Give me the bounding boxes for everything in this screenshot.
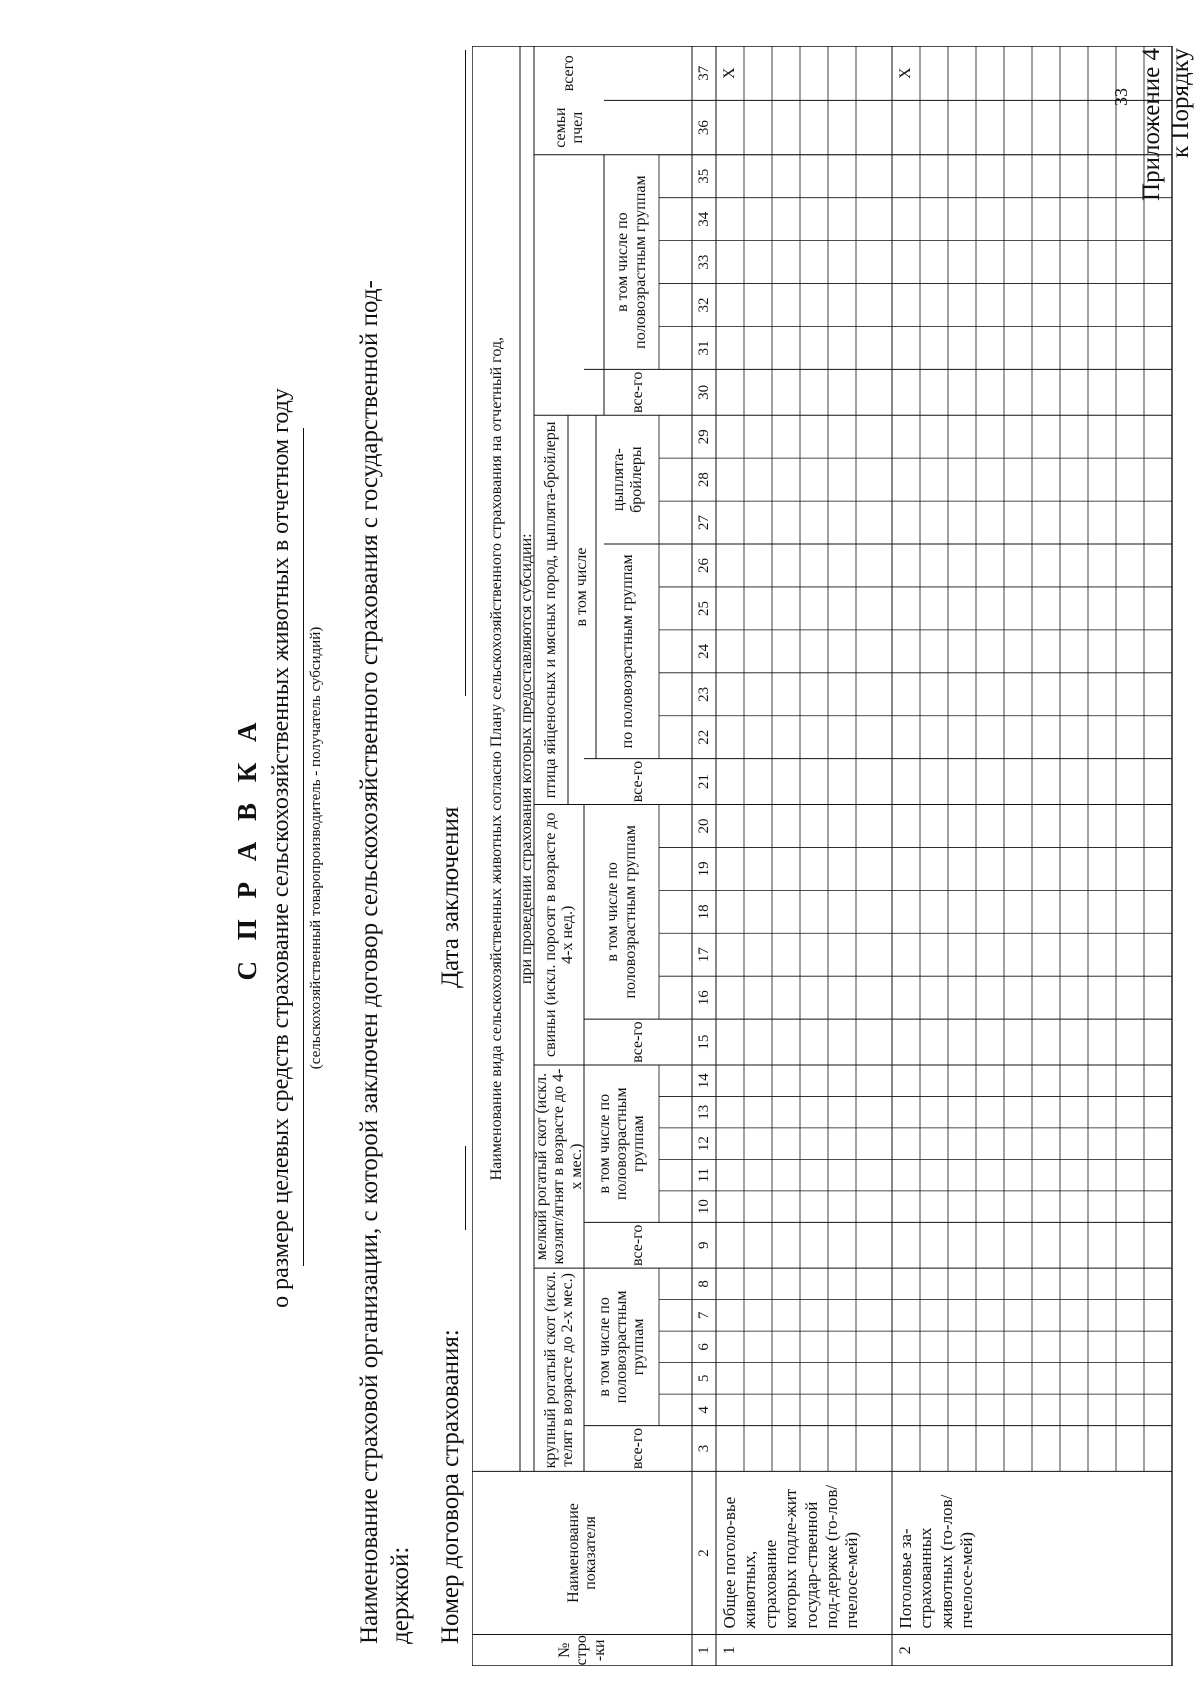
column-number: 30: [695, 384, 712, 400]
total-subheader-2: все-го: [629, 1224, 647, 1266]
grand-total-mark: X: [897, 67, 915, 79]
column-number: 7: [695, 1311, 712, 1320]
document-title: С П Р А В К А: [232, 715, 262, 981]
total-subheader-4: все-го: [629, 760, 647, 803]
bees-age-groups-header: в том числе по половозрастным группам: [614, 175, 649, 349]
row-number: 2: [897, 1646, 915, 1655]
column-number: 23: [695, 686, 712, 702]
column-number: 22: [695, 729, 712, 745]
poultry-header: птица яйценосных и мясных пород, цыплята-бройлеры: [542, 421, 560, 799]
contract-number-fill-line: [465, 1146, 466, 1230]
insurer-label: Наименование страховой организации, с которой заключен договор сельскохозяйственного страхования с государственной под-: [356, 280, 383, 1644]
recipient-fill-line: [303, 428, 304, 1266]
page-number: 33: [1111, 88, 1131, 106]
indicator-name-header: Наименование показателя: [564, 1503, 599, 1603]
row-number: 1: [721, 1646, 739, 1655]
cattle-header: крупный рогатый скот (искл. телят в возрасте до 2-х мес.): [541, 1271, 576, 1469]
column-number: 12: [695, 1136, 712, 1152]
column-number: 35: [695, 168, 712, 184]
column-number: 25: [695, 600, 712, 616]
insurer-label-continued: держкой:: [387, 1546, 414, 1644]
small-cattle-age-groups-header: в том числе по половозрастным группам: [595, 1087, 648, 1201]
column-number: 26: [695, 558, 712, 574]
recipient-caption: (сельскохозяйственный товаропроизводитель - получатель субсидий): [308, 626, 324, 1070]
column-number: 36: [695, 120, 712, 136]
column-number: 2: [695, 1549, 712, 1557]
column-number: 10: [695, 1199, 712, 1215]
total-subheader-3: все-го: [629, 1021, 647, 1063]
column-number: 31: [695, 340, 712, 356]
poultry-age-groups-header: по половозрастным группам: [618, 554, 636, 749]
column-number: 6: [695, 1343, 712, 1351]
broilers-header: цыплята-бройлеры: [610, 446, 645, 513]
cattle-age-groups-header: в том числе по половозрастным группам: [595, 1290, 648, 1404]
column-number: 33: [695, 254, 712, 270]
grand-total-header: всего: [560, 55, 578, 92]
conclusion-date-label: Дата заключения: [437, 806, 464, 988]
grand-total-mark: X: [721, 67, 739, 79]
subsidy-table: [472, 46, 1172, 1666]
column-number: 17: [695, 947, 712, 963]
column-number: 9: [695, 1241, 712, 1250]
conclusion-date-fill-line: [465, 50, 466, 696]
appendix-label: Приложение 4: [1138, 48, 1165, 201]
bee-families-header: семьи пчел: [551, 107, 586, 148]
small-cattle-header: мелкий рогатый скот (искл. козлят/ягнят в возрасте до 4-х мес.): [533, 1068, 585, 1265]
column-number: 37: [695, 65, 712, 81]
column-number: 16: [695, 990, 712, 1006]
column-number: 14: [695, 1073, 712, 1089]
column-number: 1: [695, 1646, 712, 1655]
column-number: 13: [695, 1104, 712, 1120]
column-number: 3: [695, 1444, 712, 1453]
column-number: 8: [695, 1280, 712, 1288]
total-subheader-5: все-го: [629, 371, 647, 414]
column-number: 24: [695, 643, 712, 659]
poultry-incl-header: в том числе: [573, 547, 591, 627]
pigs-header: свиньи (искл. поросят в возрасте до 4-х нед.): [541, 812, 576, 1058]
animal-type-group-title: Наименование вида сельскохозяйственных животных согласно Плану сельскохозяйственного страхования на отчетный год,: [487, 336, 505, 1181]
column-number: 19: [695, 861, 712, 877]
indicator-name: Поголовье за-страхованных животных (го-лов/пчелосе-мей): [896, 1494, 977, 1629]
pigs-age-groups-header: в том числе по половозрастным группам: [604, 825, 639, 999]
column-number: 15: [695, 1034, 712, 1050]
column-number: 32: [695, 297, 712, 313]
document-subtitle: о размере целевых средств страхование сельскохозяйственных животных в отчетном году: [268, 388, 294, 1308]
column-number: 21: [695, 774, 712, 790]
column-number: 20: [695, 818, 712, 834]
total-subheader-1: все-го: [629, 1427, 647, 1470]
column-number: 18: [695, 904, 712, 920]
column-number: 29: [695, 429, 712, 445]
column-number: 4: [695, 1406, 712, 1414]
column-number: 28: [695, 472, 712, 488]
indicator-name: Общее поголо-вье животных, страхование которых подле-жит государ-ственной под-держке (го-лов/пчелосе-мей): [720, 1484, 862, 1629]
appendix-reference: к Порядку: [1167, 48, 1194, 158]
column-number: 5: [695, 1374, 712, 1383]
column-number: 11: [695, 1167, 712, 1183]
column-number: 34: [695, 211, 712, 227]
row-number-header: № стро -ки: [556, 1635, 608, 1666]
contract-number-label: Номер договора страхования:: [437, 1329, 464, 1644]
animal-type-group-subtitle: при проведении страхования которых предоставляются субсидии:: [518, 533, 536, 985]
column-number: 27: [695, 515, 712, 531]
